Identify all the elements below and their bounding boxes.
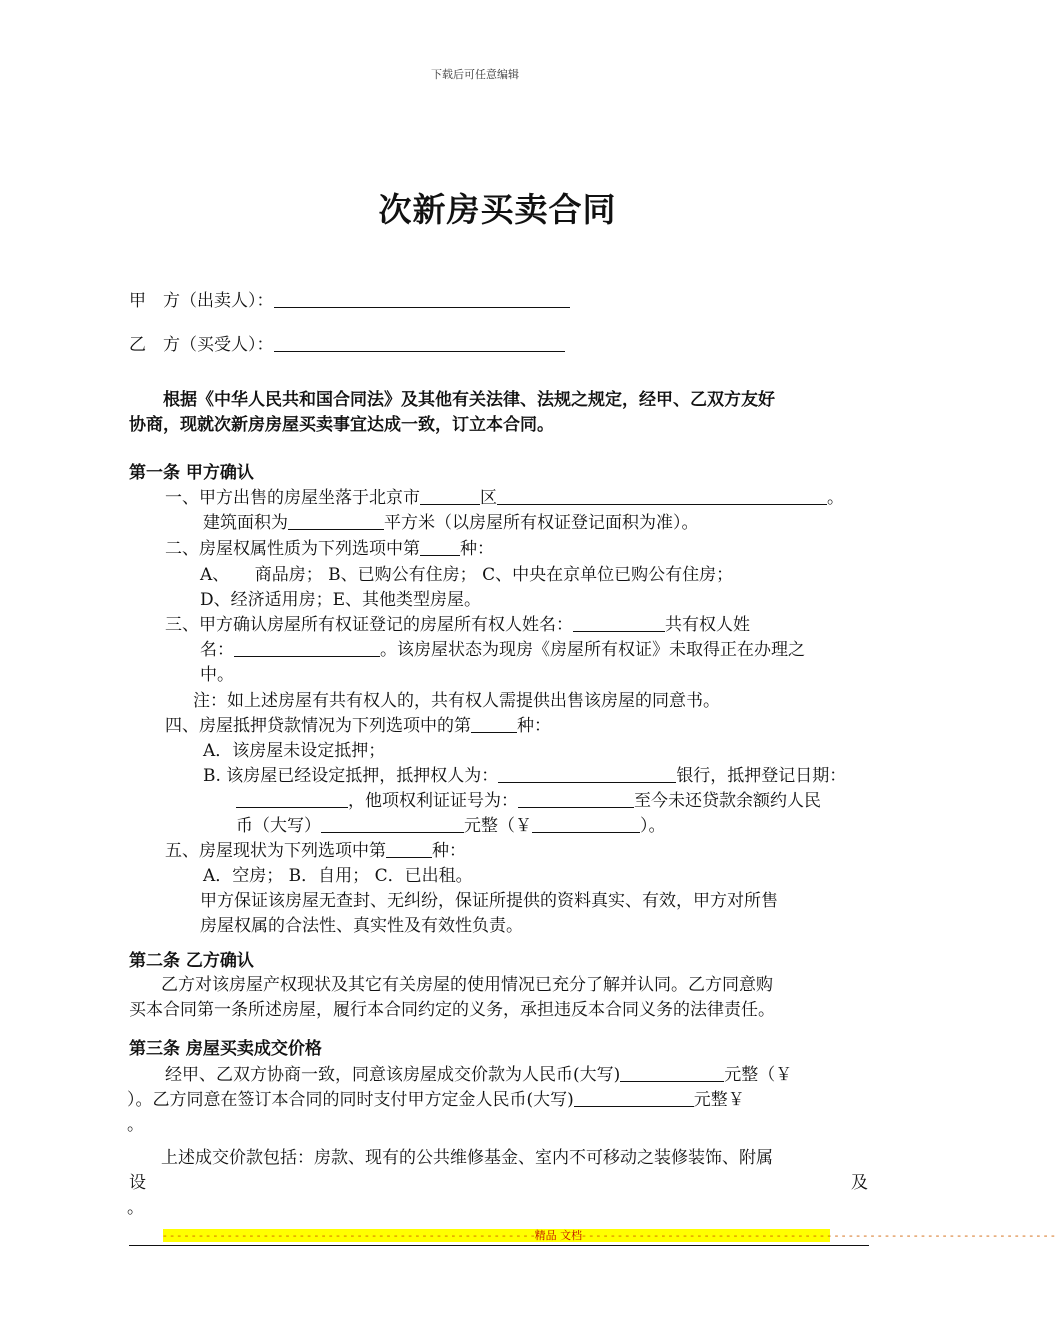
article-3-line-5-end: 及	[851, 1173, 868, 1193]
party-a-row	[129, 286, 570, 311]
article-1-item-3-line-2: 名： 。该房屋状态为现房《房屋所有权证》未取得正在办理之	[200, 640, 805, 660]
footer-label: 精品 文档	[534, 1229, 583, 1242]
article-3-line-1: 经甲、乙双方协商一致，同意该房屋成交价款为人民币(大写) 元整（￥	[165, 1065, 793, 1085]
article-3-line-6: 。	[127, 1198, 144, 1218]
article-3-heading: 第三条 房屋买卖成交价格	[129, 1039, 322, 1059]
mortgage-option-b-line-3: 币（大写） 元整（￥ ）。	[236, 816, 666, 836]
address-blank[interactable]	[497, 486, 827, 505]
seller-guarantee-line-1: 甲方保证该房屋无查封、无纠纷，保证所提供的资料真实、有效，甲方对所售	[200, 891, 778, 911]
footer-dashes-left: - - - - - - - - - - - - - - - - - - - - - - - - - - - - - - - - - - - - - - - - - - - - - - - - - - - -	[163, 1229, 535, 1242]
loan-balance-amount-blank[interactable]	[532, 814, 640, 833]
article-2-line-1: 乙方对该房屋产权现状及其它有关房屋的使用情况已充分了解并认同。乙方同意购	[161, 975, 773, 995]
party-b-row	[129, 330, 565, 355]
deposit-words-blank[interactable]	[574, 1088, 694, 1107]
article-1-item-1: 一、甲方出售的房屋坐落于北京市 区 。	[165, 488, 844, 508]
article-1-item-3: 三、甲方确认房屋所有权证登记的房屋所有权人姓名： 共有权人姓	[165, 615, 750, 635]
party-b-blank[interactable]	[274, 333, 565, 352]
mortgagee-blank[interactable]	[498, 764, 676, 783]
ownership-type-blank[interactable]	[420, 537, 460, 556]
page-header-note: 下载后可任意编辑	[431, 68, 519, 81]
article-3-line-5-start: 设	[129, 1173, 146, 1193]
party-a-label: 甲 方（出卖人）：	[129, 291, 274, 311]
article-1-item-1-area: 建筑面积为 平方米（以房屋所有权证登记面积为准）。	[203, 513, 699, 533]
owner-name-blank[interactable]	[573, 613, 665, 632]
co-owner-note: 注：如上述房屋有共有权人的，共有权人需提供出售该房屋的同意书。	[193, 691, 720, 711]
article-3-line-3: 。	[127, 1115, 144, 1135]
certificate-number-blank[interactable]	[518, 789, 634, 808]
area-blank[interactable]	[288, 511, 384, 530]
mortgage-option-a: A．该房屋未设定抵押；	[203, 741, 386, 761]
ownership-options-2: D、经济适用房；E、其他类型房屋。	[200, 590, 482, 610]
footer-rule	[129, 1245, 869, 1246]
district-blank[interactable]	[420, 486, 480, 505]
price-words-blank[interactable]	[620, 1063, 724, 1082]
footer-dashes-right: - - - - - - - - - - - - - - - - - - - - - - - - - - - - - - - - - - - - - - - - - - - - - - - - - - - - - - - - - - - - - - - - - -	[582, 1229, 1055, 1242]
ownership-options-1: A、 商品房； B、已购公有住房； C、中央在京单位已购公有住房；	[200, 565, 734, 585]
mortgage-option-blank[interactable]	[471, 714, 517, 733]
seller-guarantee-line-2: 房屋权属的合法性、真实性及有效性负责。	[200, 916, 523, 936]
article-1-item-3-line-3: 中。	[200, 665, 234, 685]
party-b-label: 乙 方（买受人）：	[129, 335, 274, 355]
article-1-heading: 第一条 甲方确认	[129, 463, 254, 483]
occupancy-option-blank[interactable]	[386, 839, 432, 858]
article-2-heading: 第二条 乙方确认	[129, 951, 254, 971]
intro-line-2: 协商，现就次新房房屋买卖事宜达成一致，订立本合同。	[129, 415, 554, 435]
document-title: 次新房买卖合同	[378, 190, 617, 229]
article-2-line-2: 买本合同第一条所述房屋，履行本合同约定的义务，承担违反本合同义务的法律责任。	[129, 1000, 775, 1020]
occupancy-options: A．空房； B．自用； C．已出租。	[203, 866, 473, 886]
mortgage-option-b-line-2: ，他项权利证证号为： 至今未还贷款余额约人民	[236, 788, 821, 814]
mortgage-option-b: B. 该房屋已经设定抵押，抵押权人为： 银行，抵押登记日期：	[203, 766, 847, 786]
loan-balance-words-blank[interactable]	[321, 814, 464, 833]
intro-line-1: 根据《中华人民共和国合同法》及其他有关法律、法规之规定，经甲、乙双方友好	[163, 390, 775, 410]
article-3-line-2: ）。乙方同意在签订本合同的同时支付甲方定金人民币(大写) 元整￥	[127, 1090, 745, 1110]
article-1-item-5: 五、房屋现状为下列选项中第 种：	[165, 841, 466, 861]
co-owner-name-blank[interactable]	[234, 638, 380, 657]
article-3-line-4: 上述成交价款包括：房款、现有的公共维修基金、室内不可移动之装修装饰、附属	[161, 1148, 773, 1168]
article-1-item-4: 四、房屋抵押贷款情况为下列选项中的第 种：	[165, 716, 551, 736]
footer-label-row	[163, 1227, 1055, 1243]
mortgage-date-blank[interactable]	[236, 789, 348, 808]
party-a-blank[interactable]	[274, 289, 570, 308]
article-1-item-2: 二、房屋权属性质为下列选项中第 种：	[165, 539, 494, 559]
